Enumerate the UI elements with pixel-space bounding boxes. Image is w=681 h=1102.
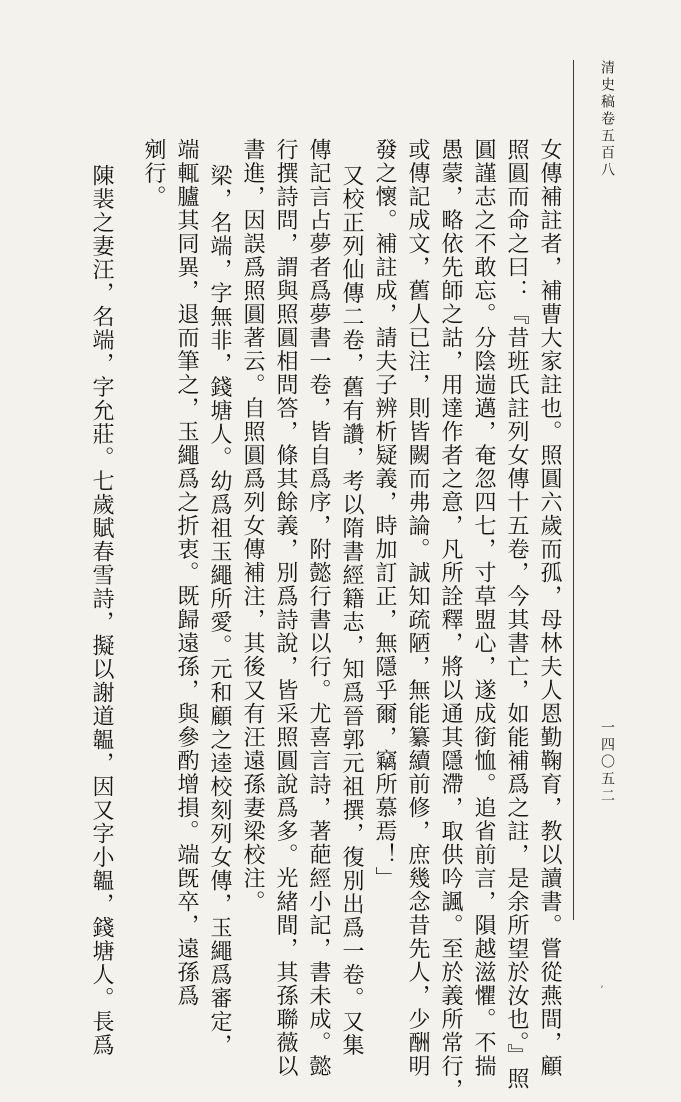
text-column-14: 陳裴之妻汪，名端，字允莊。七歲賦春雪詩，擬以謝道韞，因又字小韞，錢塘人。長爲 — [89, 164, 114, 1057]
page-number: 一四〇五二 — [599, 720, 615, 805]
text-column-7: 又校正列仙傳二卷，舊有讚，考以隋書經籍志，知爲晉郭元祖撰，復別出爲一卷。又集 — [339, 164, 364, 1057]
text-column-5: 或傳記成文，舊人已注，則皆闕而弗論。誠知疏陋，無能纂續前修，庶幾念昔先人，少酬明 — [405, 138, 430, 1078]
text-column-1: 女傳補註者，補曹大家註也。照圓六歲而孤，母林夫人恩勤鞠育，教以讀書。嘗從燕間，顧 — [537, 138, 562, 1078]
text-column-11: 梁，名端，字無非，錢塘人。幼爲祖玉繩所愛。元和顧之逵校刻列女傳，玉繩爲審定， — [207, 164, 232, 1057]
text-column-4: 愚蒙，略依先師之詁，用達作者之意，凡所詮釋，將以通其隱滯，取供吟諷。至於義所常行， — [438, 138, 463, 1102]
text-column-8: 傳記言占夢者爲夢書一卷，皆自爲序，附懿行書以行。尤喜言詩，著葩經小記，書未成。懿 — [306, 138, 331, 1078]
text-column-6: 發之懷。補註成，請夫子辨析疑義，時加訂正，無隱乎爾，竊所慕焉！」 — [372, 138, 397, 890]
text-column-9: 行撰詩問，謂與照圓相問答，條其餘義，別爲詩說，皆采照圓說爲多。光緒間，其孫聯薇以 — [273, 138, 298, 1078]
text-column-10: 書進，因誤爲照圓著云。自照圓爲列女傳補注，其後又有汪遠孫妻梁校注。 — [240, 138, 265, 914]
text-column-12: 端輒臚其同異，退而筆之，玉繩爲之折衷。既歸遠孫，與參酌增損。端旣卒，遠孫爲 — [174, 138, 199, 1008]
print-mark: ʼ — [600, 985, 604, 996]
header-rule — [573, 60, 574, 920]
text-column-2: 照圓而命之曰：『昔班氏註列女傳十五卷，今其書亡，如能補爲之註，是余所望於汝也。』照 — [504, 138, 529, 1091]
text-column-3: 圓謹志之不敢忘。分陰遄邁，奄忽四七，寸草盟心，遂成銜恤。追省前言，隕越滋懼。不揣 — [471, 138, 496, 1078]
running-title: 清史稿卷五百八 — [599, 60, 615, 179]
text-column-13: 剜行。 — [141, 138, 166, 209]
